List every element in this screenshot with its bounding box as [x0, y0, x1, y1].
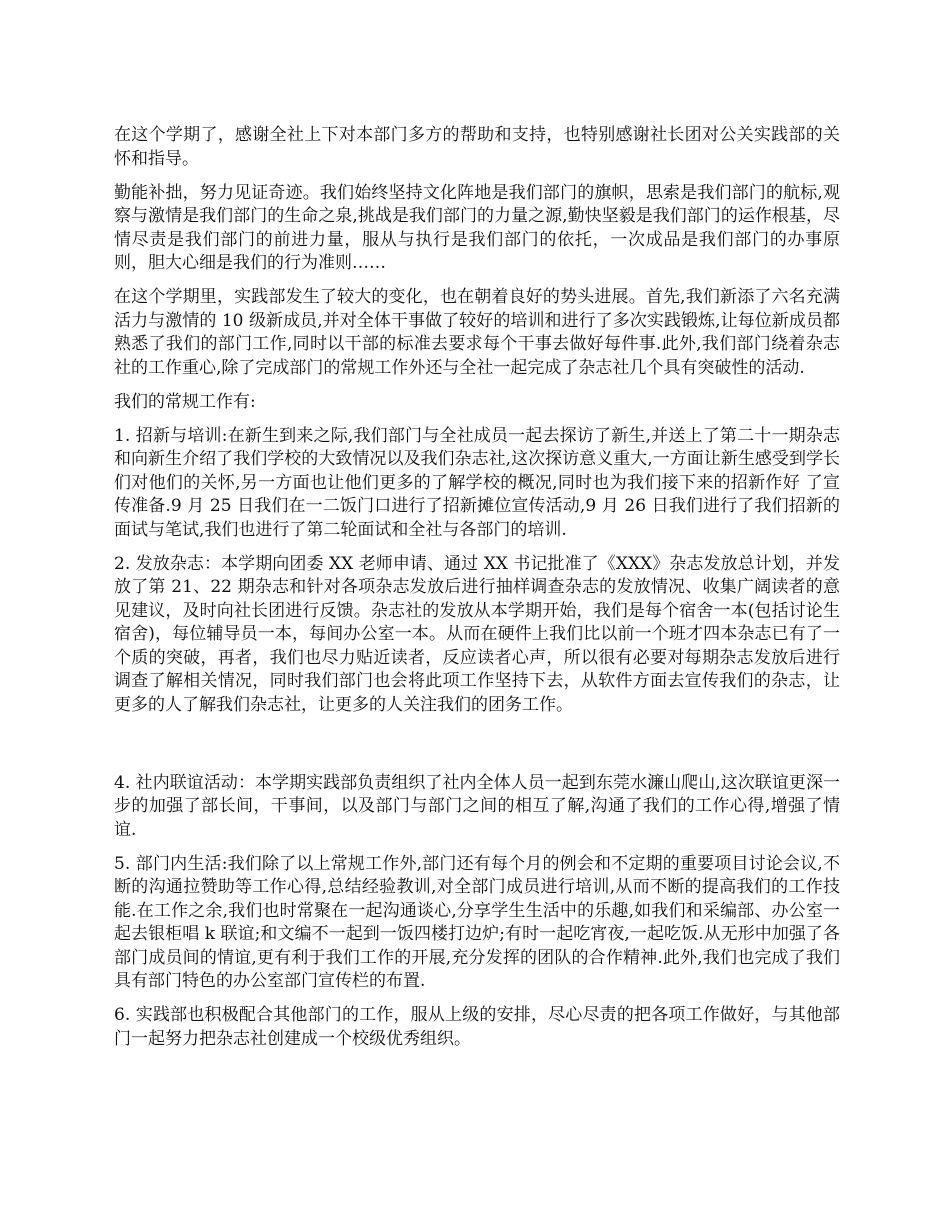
blank-space — [114, 728, 840, 772]
paragraph-item-social-activity: 4. 社内联谊活动：本学期实践部负责组织了社内全体人员一起到东莞水濂山爬山,这次联谊更深一步的加强了部长间，干事间，以及部门与部门之间的相互了解,沟通了我们的工作心得,增强了情谊. — [114, 772, 840, 840]
paragraph-item-magazine-distribution: 2. 发放杂志：本学期向团委 XX 老师申请、通过 XX 书记批准了《XXX》杂志发放总计划，并发放了第 21、22 期杂志和针对各项杂志发放后进行抽样调查杂志的发放情况、收集广阔读者的意见建议，及时向社长团进行反馈。杂志社的发放从本学期开始，我们是每个宿舍一本(包括讨论生宿舍)，每位辅导员一本，每间办公室一本。从而在硬件上我们比以前一个班才四本杂志已有了一个质的突破，再者，我们也尽力贴近读者，反应读者心声，所以很有必要对每期杂志发放后进行调查了解相关情况，同时我们部门也会将此项工作坚持下去，从软件方面去宣传我们的杂志，让更多的人了解我们杂志社，让更多的人关注我们的团务工作。 — [114, 553, 840, 715]
paragraph-item-recruitment: 1. 招新与培训:在新生到来之际,我们部门与全社成员一起去探访了新生,并送上了第二十一期杂志和向新生介绍了我们学校的大致情况以及我们杂志社,这次探访意义重大,一方面让新生感受到学长们对他们的关怀,另一方面也让他们更多的了解学校的概况,同时也为我们接下来的招新作好 了宣传准备.9 月 25 日我们在一二饭门口进行了招新摊位宣传活动,9 月 26 日我们进行了我们招新的面试与笔试,我们也进行了第二轮面试和全社与各部门的培训. — [114, 425, 840, 540]
paragraph-principles: 勤能补拙，努力见证奇迹。我们始终坚持文化阵地是我们部门的旗帜，思索是我们部门的航标,观察与激情是我们部门的生命之泉,挑战是我们部门的力量之源,勤快坚毅是我们部门的运作根基，尽情尽责是我们部门的前进力量，服从与执行是我们部门的依托，一次成品是我们部门的办事原则，胆大心细是我们的行为准则…… — [114, 182, 840, 273]
paragraph-routine-heading: 我们的常规工作有: — [114, 391, 256, 412]
document-page — [114, 124, 840, 1062]
paragraph-changes: 在这个学期里，实践部发生了较大的变化，也在朝着良好的势头进展。首先,我们新添了六名充满活力与激情的 10 级新成员,并对全体干事做了较好的培训和进行了多次实践锻炼,让每位新成员都熟悉了我们的部门工作,同时以干部的标准去要求每个干事去做好每件事.此外,我们部门绕着杂志社的工作重心,除了完成部门的常规工作外还与全社一起完成了杂志社几个具有突破性的活动. — [114, 287, 840, 378]
paragraph-thanks: 在这个学期了，感谢全社上下对本部门多方的帮助和支持，也特别感谢社长团对公关实践部的关怀和指导。 — [114, 125, 840, 169]
paragraph-item-department-life: 5. 部门内生活:我们除了以上常规工作外,部门还有每个月的例会和不定期的重要项目讨论会议,不断的沟通拉赞助等工作心得,总结经验教训,对全部门成员进行培训,从而不断的提高我们的工作技能.在工作之余,我们也时常聚在一起沟通谈心,分享学生生活中的乐趣,如我们和采编部、办公室一起去银柜唱 k 联谊;和文编不一起到一饭四楼打边炉;有时一起吃宵夜,一起吃饭.从无形中加强了各部门成员间的情谊,更有利于我们工作的开展,充分发挥的团队的合作精神.此外,我们也完成了我们具有部门特色的办公室部门宣传栏的布置. — [114, 853, 840, 991]
paragraph-item-cooperation: 6. 实践部也积极配合其他部门的工作，服从上级的安排，尽心尽责的把各项工作做好，与其他部门一起努力把杂志社创建成一个校级优秀组织。 — [114, 1005, 840, 1049]
